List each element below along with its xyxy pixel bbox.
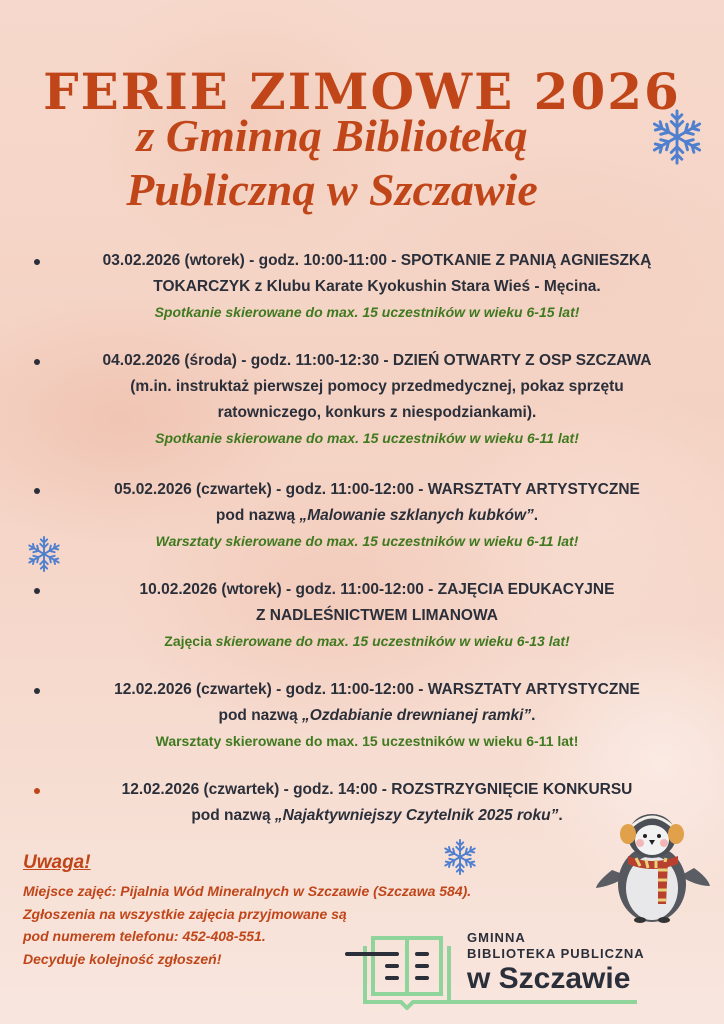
event-note-rest: skierowane do max. 15 uczestników w wieku 6-13 lat! [211, 633, 570, 649]
event-line: ratowniczego, konkurs z niespodziankami). [217, 404, 537, 421]
event-item [0, 477, 724, 553]
event-line: 03.02.2026 (wtorek) - godz. 10:00-11:00 - SPOTKANIE Z PANIĄ AGNIESZKĄ [102, 252, 652, 269]
snowflake-icon [441, 838, 479, 876]
bullet [34, 488, 40, 494]
event-note: Spotkanie skierowane do max. 15 uczestników w wieku 6-11 lat! [155, 430, 579, 446]
workshop-name: „Ozdabianie drewnianej ramki” [302, 707, 532, 724]
event-line: 12.02.2026 (czwartek) - godz. 14:00 - ROZSTRZYGNIĘCIE KONKURSU [121, 781, 633, 798]
event-line-suffix: . [533, 507, 539, 524]
event-line [0, 503, 724, 529]
event-note: Warsztaty skierowane do max. 15 uczestników w wieku 6-11 lat! [155, 533, 579, 549]
notice-registration: Zgłoszenia na wszystkie zajęcia przyjmowane są [23, 905, 347, 922]
bullet [34, 588, 40, 594]
notice-heading: Uwaga! [23, 852, 91, 873]
event-line-suffix: . [531, 707, 536, 724]
snowflake-icon [648, 108, 706, 166]
logo-line-1: GMINNA [467, 930, 526, 945]
notice-order: Decyduje kolejność zgłoszeń! [23, 950, 222, 967]
event-item [0, 577, 724, 653]
event-line: (m.in. instruktaż pierwszej pomocy przedmedycznej, pokaz sprzętu [130, 378, 624, 395]
event-line [0, 703, 724, 729]
subtitle-line-1: z Gminną Biblioteką [136, 110, 528, 161]
event-note: Spotkanie skierowane do max. 15 uczestników w wieku 6-15 lat! [154, 304, 580, 320]
penguin-illustration [592, 800, 714, 926]
event-line-suffix: . [558, 807, 563, 824]
open-book-icon [345, 930, 463, 1010]
logo-underline [445, 1000, 637, 1004]
logo-text [467, 930, 645, 996]
event-line: 04.02.2026 (środa) - godz. 11:00-12:30 - DZIEŃ OTWARTY Z OSP SZCZAWA [102, 352, 652, 369]
event-note [0, 629, 724, 653]
event-line: 12.02.2026 (czwartek) - godz. 11:00-12:00 - WARSZTATY ARTYSTYCZNE [114, 681, 640, 698]
subtitle-line-2: Publiczną w Szczawie [126, 164, 538, 215]
event-item [0, 348, 724, 450]
event-line: Z NADLEŚNICTWEM LIMANOWA [256, 607, 498, 624]
bullet [34, 359, 40, 365]
event-item [0, 677, 724, 753]
bullet [34, 259, 40, 265]
contest-name: „Najaktywniejszy Czytelnik 2025 roku” [274, 807, 559, 824]
logo-line-2: BIBLIOTEKA PUBLICZNA [467, 946, 645, 961]
notice-phone: pod numerem telefonu: 452-408-551. [23, 928, 266, 944]
logo-line-3: w Szczawie [467, 962, 631, 995]
event-note-first-word: Zajęcia [164, 633, 212, 649]
notice-location: Miejsce zajęć: Pijalnia Wód Mineralnych w Szczawie (Szczawa 584). [23, 883, 472, 899]
page-title: FERIE ZIMOWE 2026 [43, 61, 681, 121]
event-item [0, 248, 724, 324]
library-logo [345, 930, 645, 1010]
event-line: TOKARCZYK z Klubu Karate Kyokushin Stara Wieś - Męcina. [153, 278, 601, 295]
event-line-prefix: pod nazwą [218, 707, 303, 724]
event-line-prefix: pod nazwą [191, 807, 275, 824]
event-note: Warsztaty skierowane do max. 15 uczestników w wieku 6-11 lat! [155, 733, 579, 749]
bullet [34, 788, 40, 794]
event-line-prefix: pod nazwą [215, 507, 300, 524]
workshop-name: „Malowanie szklanych kubków” [299, 507, 534, 524]
event-line: 10.02.2026 (wtorek) - godz. 11:00-12:00 - ZAJĘCIA EDUKACYJNE [139, 581, 615, 598]
bullet [34, 688, 40, 694]
event-line: 05.02.2026 (czwartek) - godz. 11:00-12:00 - WARSZTATY ARTYSTYCZNE [114, 481, 640, 498]
